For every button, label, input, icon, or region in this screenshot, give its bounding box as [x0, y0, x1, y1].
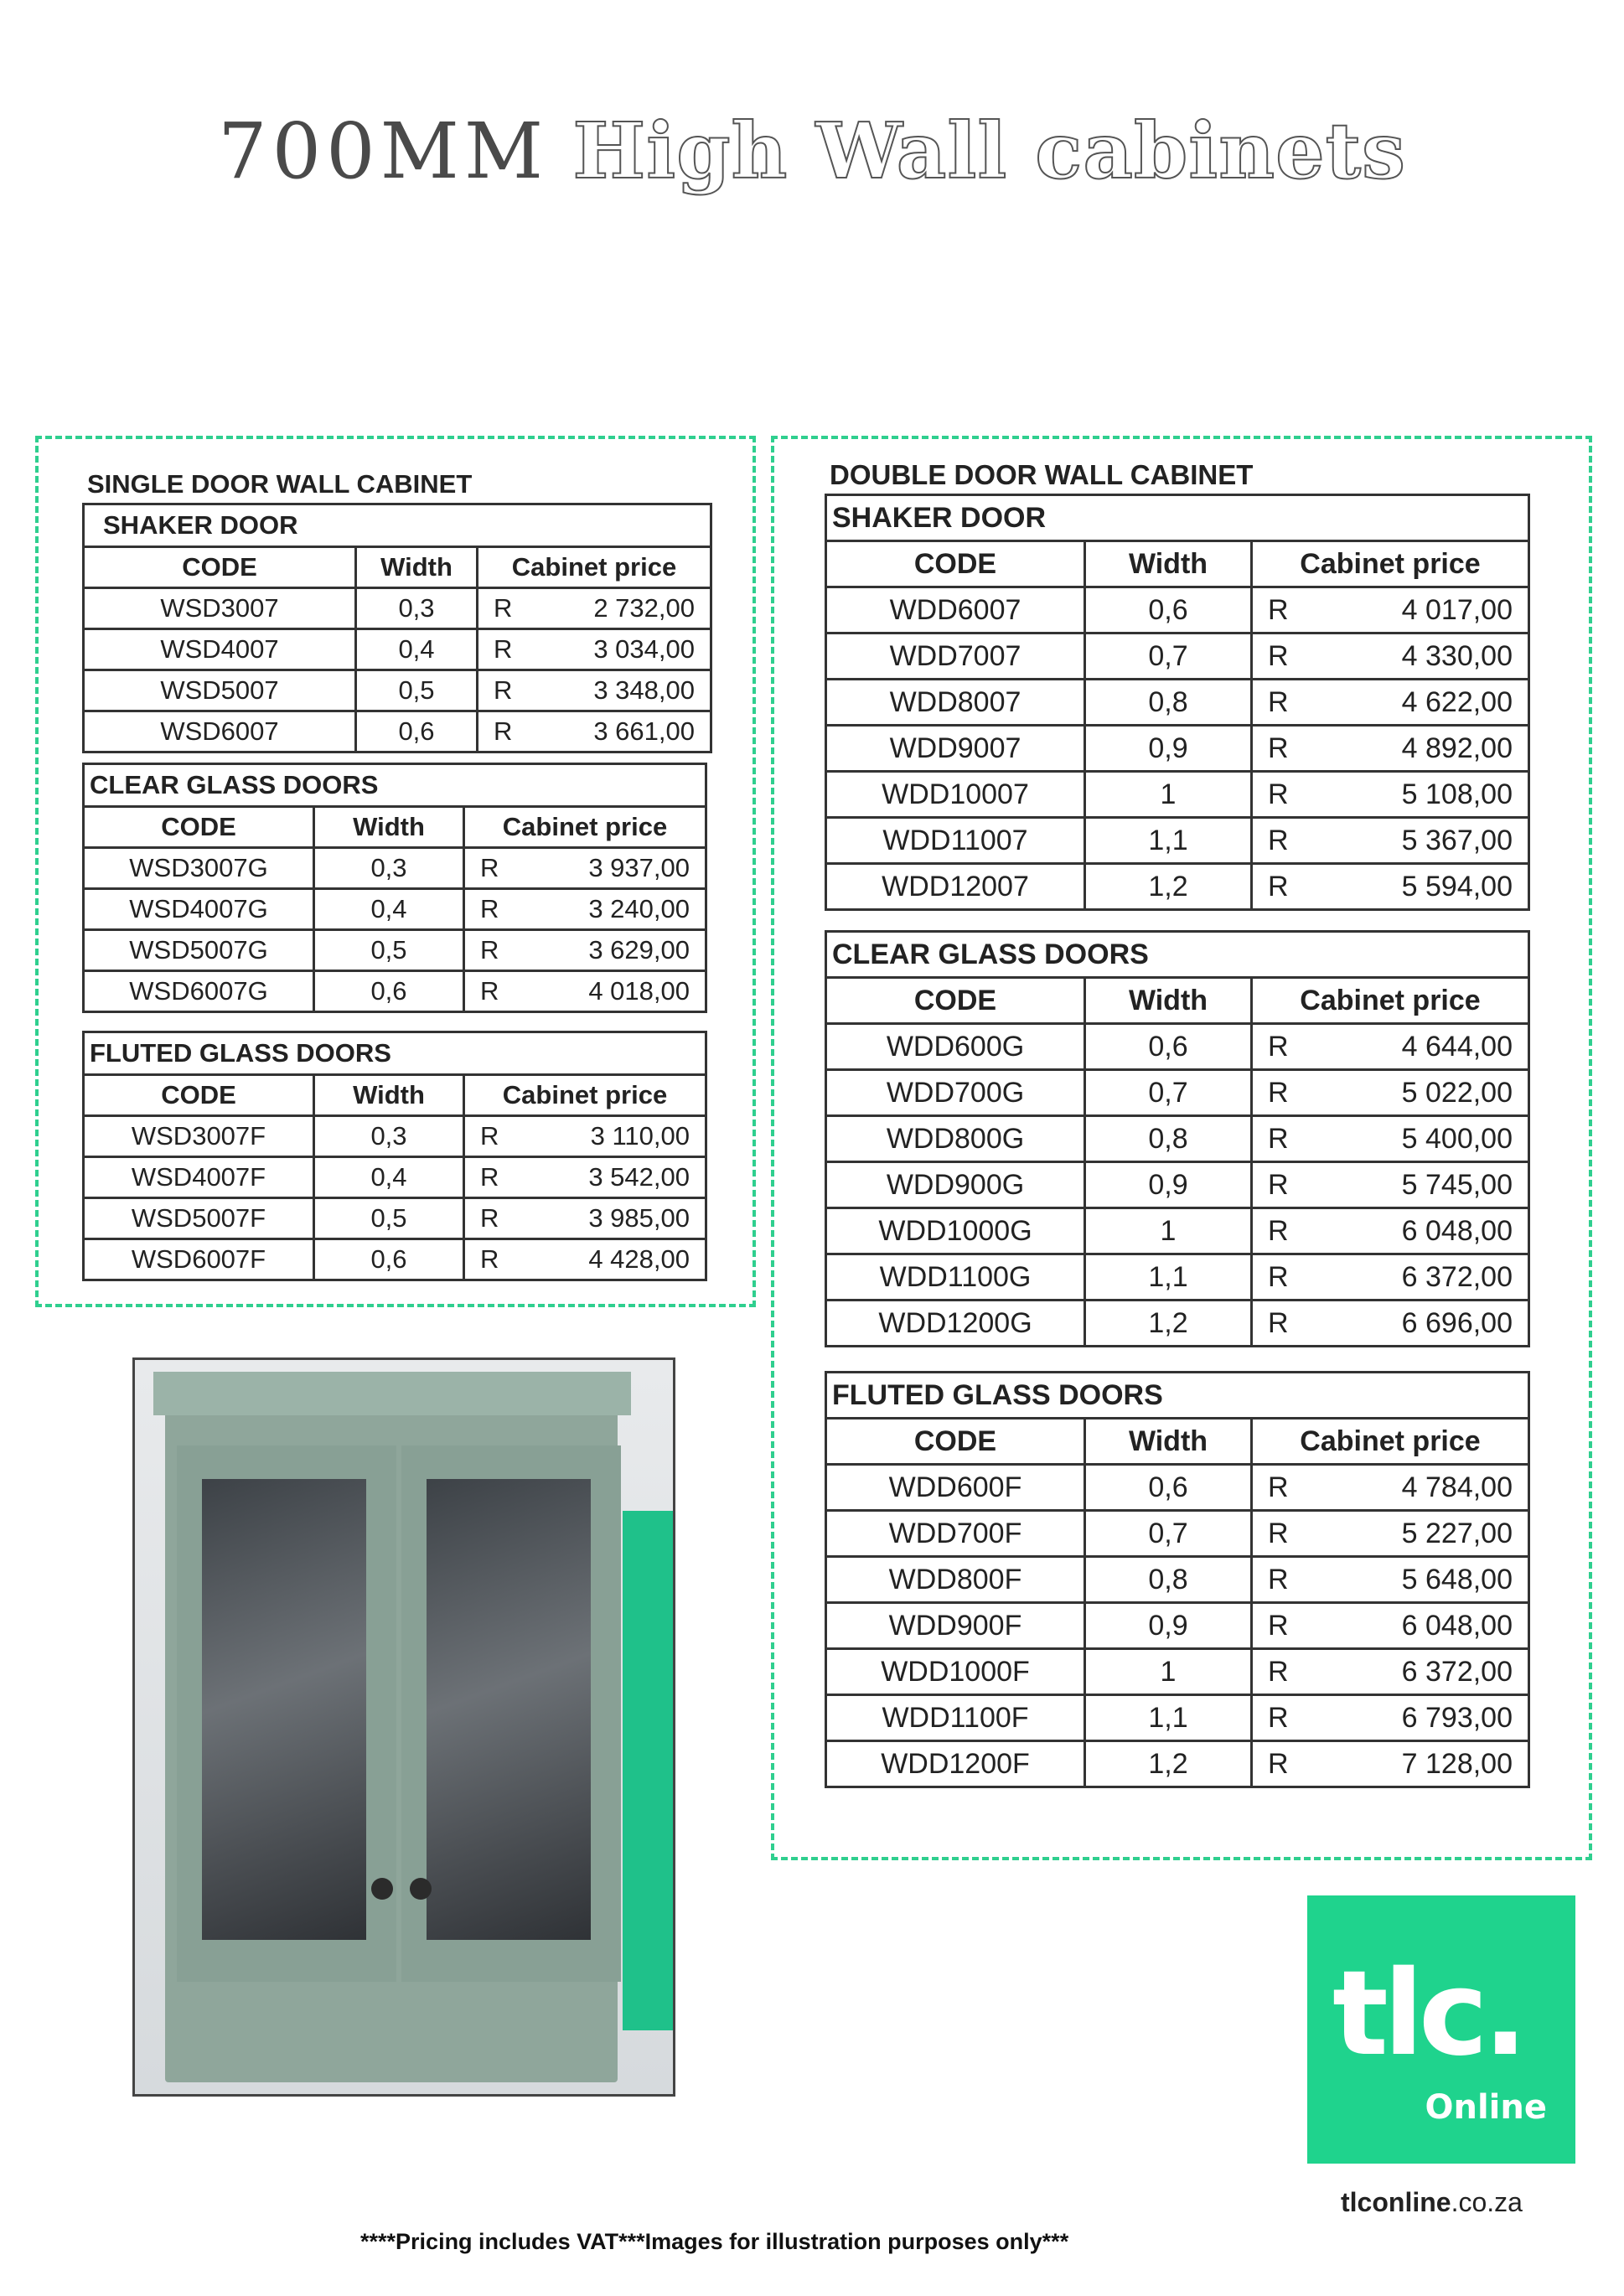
col-code: CODE [826, 1419, 1085, 1465]
cell-width: 0,9 [1085, 1162, 1252, 1208]
currency-symbol: R [480, 1203, 499, 1233]
cell-width: 0,4 [356, 629, 478, 670]
cell-code: WDD7007 [826, 633, 1085, 680]
col-price: Cabinet price [1252, 541, 1529, 587]
cell-width: 0,8 [1085, 680, 1252, 726]
cell-price [1252, 1649, 1529, 1695]
cell-price [1252, 1070, 1529, 1116]
currency-symbol: R [1268, 1030, 1289, 1063]
cell-width: 0,8 [1085, 1557, 1252, 1603]
cabinet-photo [132, 1357, 675, 2097]
table-row [826, 772, 1529, 818]
single-heading: SINGLE DOOR WALL CABINET [87, 469, 473, 499]
cell-code: WDD1100G [826, 1254, 1085, 1301]
price-value: 5 108,00 [1401, 778, 1513, 810]
site-domain: tlconline [1341, 2187, 1451, 2217]
cell-width: 1 [1085, 772, 1252, 818]
group-title: CLEAR GLASS DOORS [84, 764, 706, 807]
price-value: 2 732,00 [593, 593, 695, 623]
col-code: CODE [84, 1075, 314, 1116]
cell-price [464, 1239, 706, 1280]
cell-width: 1,2 [1085, 1301, 1252, 1347]
group-title: CLEAR GLASS DOORS [826, 932, 1529, 978]
cell-price [464, 930, 706, 971]
single-fluted-table [82, 1031, 707, 1281]
col-width: Width [1085, 1419, 1252, 1465]
cell-price [464, 1157, 706, 1198]
price-value: 5 367,00 [1401, 824, 1513, 856]
price-value: 3 661,00 [593, 716, 695, 746]
cell-width: 1,1 [1085, 1254, 1252, 1301]
cell-code: WDD1000F [826, 1649, 1085, 1695]
price-value: 4 330,00 [1401, 639, 1513, 672]
cell-code: WSD3007 [84, 588, 356, 629]
table-row [826, 1465, 1529, 1511]
title-prefix: 700MM [218, 106, 549, 196]
cell-width: 0,9 [1085, 1603, 1252, 1649]
currency-symbol: R [480, 935, 499, 964]
table-row [84, 1198, 706, 1239]
cell-width: 1,1 [1085, 1695, 1252, 1741]
cell-width: 0,6 [1085, 587, 1252, 633]
cell-price [1252, 1511, 1529, 1557]
currency-symbol: R [480, 1121, 499, 1151]
currency-symbol: R [1268, 1563, 1289, 1595]
cell-width: 0,4 [314, 889, 464, 930]
logo-subtitle: Online [1425, 2088, 1547, 2127]
cell-width: 0,8 [1085, 1116, 1252, 1162]
cell-code: WDD12007 [826, 864, 1085, 910]
currency-symbol: R [1268, 1214, 1289, 1247]
group-title: FLUTED GLASS DOORS [84, 1032, 706, 1075]
cell-code: WDD1100F [826, 1695, 1085, 1741]
currency-symbol: R [1268, 870, 1289, 902]
cell-width: 0,6 [1085, 1024, 1252, 1070]
cell-code: WDD6007 [826, 587, 1085, 633]
price-value: 5 594,00 [1401, 870, 1513, 902]
cell-code: WSD3007G [84, 848, 314, 889]
group-title: SHAKER DOOR [826, 495, 1529, 541]
price-value: 5 022,00 [1401, 1076, 1513, 1109]
double-fluted-section [825, 1371, 1530, 1788]
table-row [826, 1511, 1529, 1557]
cell-code: WSD4007G [84, 889, 314, 930]
cell-width: 0,6 [314, 1239, 464, 1280]
cell-width: 0,6 [356, 711, 478, 752]
tlc-logo [1307, 1895, 1575, 2164]
group-title: FLUTED GLASS DOORS [826, 1373, 1529, 1419]
price-value: 3 110,00 [590, 1121, 690, 1151]
price-value: 4 892,00 [1401, 732, 1513, 764]
currency-symbol: R [494, 716, 513, 746]
logo-mark: tlc. [1332, 1946, 1523, 2082]
cell-code: WDD1200F [826, 1741, 1085, 1787]
currency-symbol: R [480, 976, 499, 1006]
currency-symbol: R [1268, 1747, 1289, 1780]
currency-symbol: R [1268, 778, 1289, 810]
price-value: 3 542,00 [588, 1162, 690, 1192]
cell-width: 0,7 [1085, 633, 1252, 680]
cell-code: WDD600F [826, 1465, 1085, 1511]
table-row [826, 633, 1529, 680]
page-title [0, 101, 1624, 202]
cell-price [478, 588, 711, 629]
price-value: 3 240,00 [588, 894, 690, 923]
table-row [84, 971, 706, 1012]
price-value: 3 937,00 [588, 853, 690, 882]
double-shaker-table [825, 494, 1530, 911]
cell-code: WSD4007 [84, 629, 356, 670]
cell-code: WSD4007F [84, 1157, 314, 1198]
price-value: 4 622,00 [1401, 685, 1513, 718]
cell-price [1252, 680, 1529, 726]
cell-code: WDD8007 [826, 680, 1085, 726]
price-value: 6 372,00 [1401, 1655, 1513, 1688]
table-row [826, 1208, 1529, 1254]
table-row [826, 1695, 1529, 1741]
price-value: 5 227,00 [1401, 1517, 1513, 1549]
table-row [84, 930, 706, 971]
currency-symbol: R [1268, 1122, 1289, 1155]
cell-price [464, 1116, 706, 1157]
table-row [84, 711, 711, 752]
cell-price [478, 670, 711, 711]
cell-code: WDD900G [826, 1162, 1085, 1208]
cell-width: 0,5 [314, 1198, 464, 1239]
cell-width: 0,5 [314, 930, 464, 971]
cell-width: 1 [1085, 1649, 1252, 1695]
cell-price [1252, 1301, 1529, 1347]
price-value: 7 128,00 [1401, 1747, 1513, 1780]
table-row [826, 680, 1529, 726]
table-row [826, 1070, 1529, 1116]
table-row [826, 1741, 1529, 1787]
cell-code: WSD5007F [84, 1198, 314, 1239]
table-row [826, 1557, 1529, 1603]
price-value: 3 629,00 [588, 935, 690, 964]
col-price: Cabinet price [478, 547, 711, 588]
cell-width: 1,1 [1085, 818, 1252, 864]
cell-width: 0,4 [314, 1157, 464, 1198]
price-value: 6 048,00 [1401, 1609, 1513, 1642]
single-fluted-section [82, 1031, 707, 1281]
cell-price [1252, 1695, 1529, 1741]
cell-code: WSD5007 [84, 670, 356, 711]
currency-symbol: R [480, 1162, 499, 1192]
currency-symbol: R [1268, 1517, 1289, 1549]
currency-symbol: R [1268, 1701, 1289, 1734]
cell-price [1252, 726, 1529, 772]
cell-width: 1,2 [1085, 864, 1252, 910]
cell-width: 0,3 [356, 588, 478, 629]
table-row [84, 889, 706, 930]
col-width: Width [1085, 541, 1252, 587]
table-row [826, 1649, 1529, 1695]
table-row [826, 818, 1529, 864]
table-row [84, 588, 711, 629]
cell-price [464, 971, 706, 1012]
price-value: 3 034,00 [593, 634, 695, 664]
single-shaker-section [82, 466, 712, 753]
cell-price [1252, 1603, 1529, 1649]
table-row [84, 629, 711, 670]
currency-symbol: R [480, 1244, 499, 1274]
cell-price [464, 848, 706, 889]
cell-code: WDD10007 [826, 772, 1085, 818]
single-clear-table [82, 763, 707, 1013]
price-value: 6 696,00 [1401, 1306, 1513, 1339]
table-row [84, 1239, 706, 1280]
col-price: Cabinet price [1252, 978, 1529, 1024]
table-row [826, 1162, 1529, 1208]
cell-width: 0,5 [356, 670, 478, 711]
cell-code: WSD5007G [84, 930, 314, 971]
price-value: 4 018,00 [588, 976, 690, 1006]
cell-price [1252, 818, 1529, 864]
cell-price [1252, 1162, 1529, 1208]
price-value: 4 644,00 [1401, 1030, 1513, 1063]
currency-symbol: R [1268, 1306, 1289, 1339]
price-value: 6 372,00 [1401, 1260, 1513, 1293]
cell-code: WSD3007F [84, 1116, 314, 1157]
cell-code: WDD900F [826, 1603, 1085, 1649]
price-value: 4 428,00 [588, 1244, 690, 1274]
currency-symbol: R [1268, 593, 1289, 626]
currency-symbol: R [494, 675, 513, 705]
table-row [826, 587, 1529, 633]
table-row [826, 726, 1529, 772]
cell-price [1252, 1741, 1529, 1787]
currency-symbol: R [1268, 1168, 1289, 1201]
price-value: 5 400,00 [1401, 1122, 1513, 1155]
cell-code: WDD11007 [826, 818, 1085, 864]
table-row [826, 1024, 1529, 1070]
currency-symbol: R [480, 853, 499, 882]
currency-symbol: R [1268, 1655, 1289, 1688]
cell-price [1252, 1024, 1529, 1070]
cell-price [1252, 1116, 1529, 1162]
single-clear-section [82, 763, 707, 1013]
currency-symbol: R [1268, 1609, 1289, 1642]
price-value: 4 784,00 [1401, 1471, 1513, 1503]
cell-price [478, 711, 711, 752]
cell-width: 0,3 [314, 1116, 464, 1157]
col-price: Cabinet price [464, 1075, 706, 1116]
cell-width: 0,9 [1085, 726, 1252, 772]
cell-price [1252, 772, 1529, 818]
currency-symbol: R [1268, 824, 1289, 856]
double-heading: DOUBLE DOOR WALL CABINET [830, 459, 1254, 490]
price-value: 4 017,00 [1401, 593, 1513, 626]
price-value: 3 985,00 [588, 1203, 690, 1233]
col-width: Width [314, 807, 464, 848]
price-value: 6 793,00 [1401, 1701, 1513, 1734]
cell-price [1252, 633, 1529, 680]
cell-price [464, 1198, 706, 1239]
footer-disclaimer: ****Pricing includes VAT***Images for illustration purposes only*** [360, 2229, 1069, 2254]
cell-code: WSD6007G [84, 971, 314, 1012]
table-row [826, 864, 1529, 910]
double-fluted-table [825, 1371, 1530, 1788]
col-code: CODE [826, 978, 1085, 1024]
table-row [826, 1301, 1529, 1347]
price-value: 6 048,00 [1401, 1214, 1513, 1247]
price-value: 5 745,00 [1401, 1168, 1513, 1201]
table-row [84, 848, 706, 889]
table-row [826, 1116, 1529, 1162]
col-code: CODE [84, 807, 314, 848]
currency-symbol: R [494, 634, 513, 664]
table-row [826, 1603, 1529, 1649]
cell-price [1252, 1557, 1529, 1603]
col-price: Cabinet price [1252, 1419, 1529, 1465]
single-shaker-table [82, 503, 712, 753]
cell-code: WDD700G [826, 1070, 1085, 1116]
cell-price [464, 889, 706, 930]
site-tld: .co.za [1451, 2187, 1523, 2217]
table-row [84, 1116, 706, 1157]
col-width: Width [356, 547, 478, 588]
cell-width: 0,7 [1085, 1511, 1252, 1557]
col-code: CODE [84, 547, 356, 588]
cell-width: 1,2 [1085, 1741, 1252, 1787]
table-row [84, 670, 711, 711]
currency-symbol: R [1268, 732, 1289, 764]
col-price: Cabinet price [464, 807, 706, 848]
website-link[interactable] [1341, 2187, 1523, 2218]
cell-code: WDD800G [826, 1116, 1085, 1162]
cell-code: WDD1200G [826, 1301, 1085, 1347]
col-width: Width [1085, 978, 1252, 1024]
cell-code: WDD1000G [826, 1208, 1085, 1254]
cell-price [1252, 1208, 1529, 1254]
price-value: 5 648,00 [1401, 1563, 1513, 1595]
group-title: SHAKER DOOR [84, 504, 711, 547]
cell-width: 0,3 [314, 848, 464, 889]
cell-code: WDD700F [826, 1511, 1085, 1557]
cell-code: WDD9007 [826, 726, 1085, 772]
double-clear-section [825, 930, 1530, 1347]
cell-width: 0,6 [314, 971, 464, 1012]
currency-symbol: R [1268, 1260, 1289, 1293]
cell-price [478, 629, 711, 670]
col-width: Width [314, 1075, 464, 1116]
title-main: High Wall cabinets [572, 106, 1406, 196]
double-clear-table [825, 930, 1530, 1347]
currency-symbol: R [480, 894, 499, 923]
currency-symbol: R [1268, 639, 1289, 672]
cell-width: 1 [1085, 1208, 1252, 1254]
cell-price [1252, 587, 1529, 633]
cell-price [1252, 1465, 1529, 1511]
cell-price [1252, 1254, 1529, 1301]
cell-code: WSD6007 [84, 711, 356, 752]
cell-width: 0,6 [1085, 1465, 1252, 1511]
currency-symbol: R [1268, 685, 1289, 718]
price-value: 3 348,00 [593, 675, 695, 705]
cell-code: WDD600G [826, 1024, 1085, 1070]
cell-code: WSD6007F [84, 1239, 314, 1280]
cell-price [1252, 864, 1529, 910]
currency-symbol: R [494, 593, 513, 623]
currency-symbol: R [1268, 1076, 1289, 1109]
cell-width: 0,7 [1085, 1070, 1252, 1116]
col-code: CODE [826, 541, 1085, 587]
table-row [84, 1157, 706, 1198]
cell-code: WDD800F [826, 1557, 1085, 1603]
table-row [826, 1254, 1529, 1301]
double-shaker-section [825, 457, 1530, 911]
currency-symbol: R [1268, 1471, 1289, 1503]
